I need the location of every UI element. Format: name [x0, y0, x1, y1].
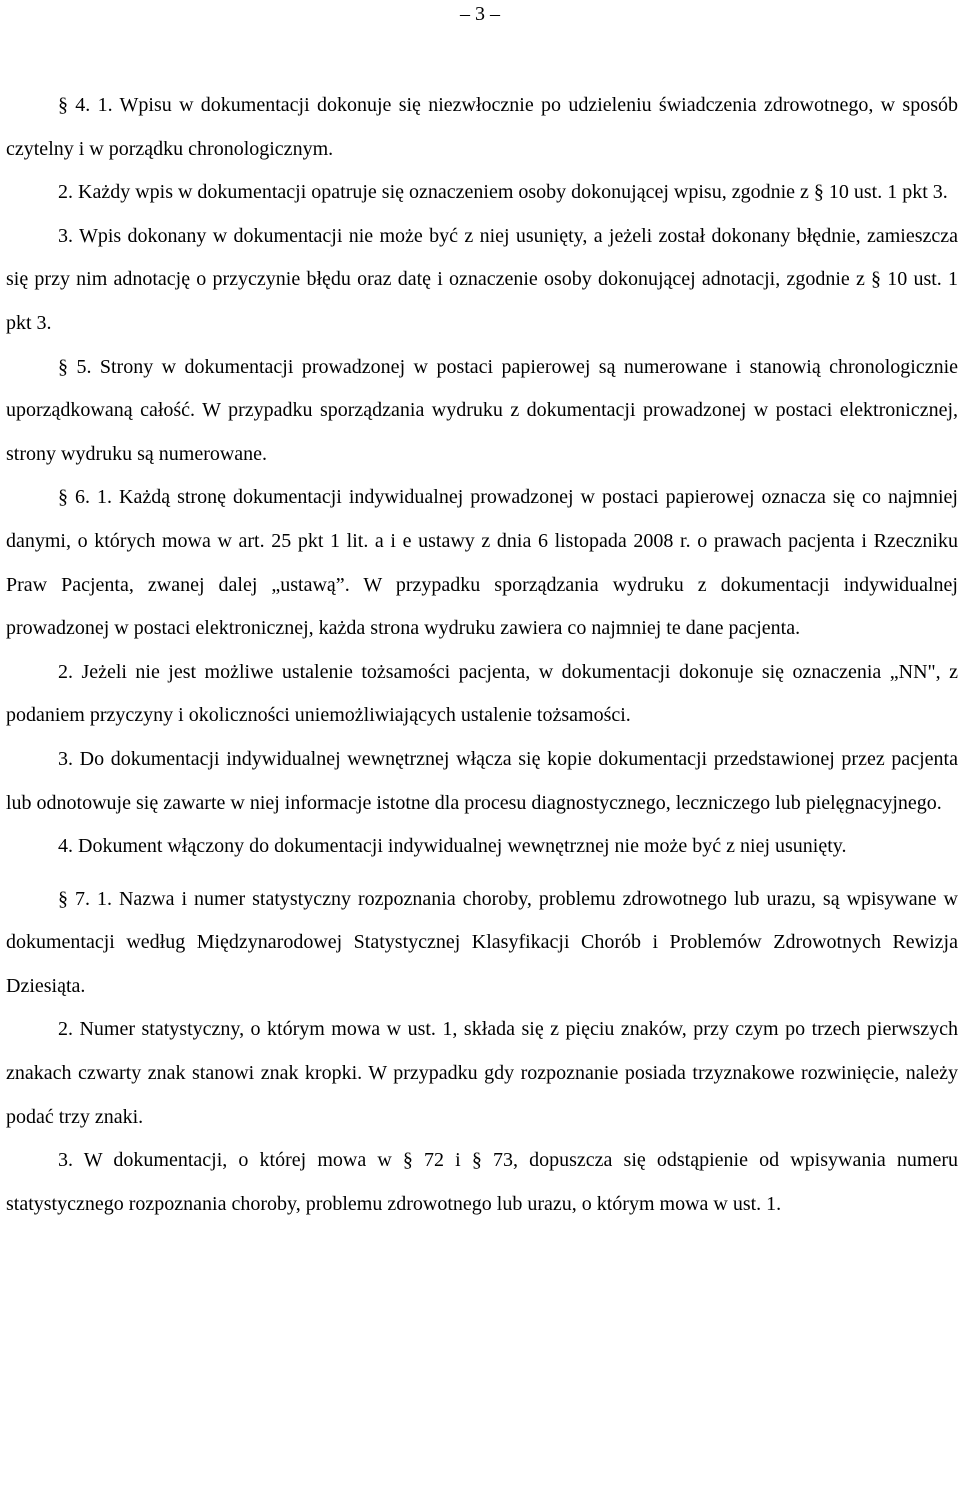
page-number: – 3 –: [460, 3, 500, 25]
paragraph-s5: § 5. Strony w dokumentacji prowadzonej w postaci papierowej są numerowane i stanowią chronologicznie uporządkowaną całość. W przypadku sporządzania wydruku z dokumentacji prowadzonej w postaci elektronicznej, strony wydruku są numerowane.: [6, 355, 958, 465]
document-body: [6, 84, 958, 1226]
paragraph-s4-2: 2. Każdy wpis w dokumentacji opatruje się oznaczeniem osoby dokonującej wpisu, zgodnie z § 10 ust. 1 pkt 3.: [58, 181, 948, 204]
paragraph-s6-4: 4. Dokument włączony do dokumentacji indywidualnej wewnętrznej nie może być z niej usunięty.: [58, 835, 847, 858]
paragraph-s7-3: 3. W dokumentacji, o której mowa w § 72 i § 73, dopuszcza się odstąpienie od wpisywania numeru statystycznego rozpoznania choroby, problemu zdrowotnego lub urazu, o którym mowa w ust. 1.: [6, 1149, 958, 1215]
section-gap: [6, 869, 958, 878]
paragraph-s6-1: § 6. 1. Każdą stronę dokumentacji indywidualnej prowadzonej w postaci papierowej oznacza się co najmniej danymi, o których mowa w art. 25 pkt 1 lit. a i e ustawy z dnia 6 listopada 2008 r. o prawach pacjenta i Rzeczniku Praw Pacjenta, zwanej dalej „ustawą”. W przypadku sporządzania wydruku z dokumentacji indywidualnej prowadzonej w postaci elektronicznej, każda strona wydruku zawiera co najmniej te dane pacjenta.: [6, 486, 958, 640]
paragraph-s7-1: § 7. 1. Nazwa i numer statystyczny rozpoznania choroby, problemu zdrowotnego lub urazu, są wpisywane w dokumentacji według Międzynarodowej Statystycznej Klasyfikacji Chorób i Problemów Zdrowotnych Rewizja Dziesiąta.: [6, 887, 958, 997]
paragraph-s4-3: 3. Wpis dokonany w dokumentacji nie może być z niej usunięty, a jeżeli został dokonany błędnie, zamieszcza się przy nim adnotację o przyczynie błędu oraz datę i oznaczenie osoby dokonującej adnotacji, zgodnie z § 10 ust. 1 pkt 3.: [6, 224, 958, 334]
paragraph-s6-2: 2. Jeżeli nie jest możliwe ustalenie tożsamości pacjenta, w dokumentacji dokonuje się oznaczenia „NN", z podaniem przyczyny i okoliczności uniemożliwiających ustalenie tożsamości.: [6, 660, 958, 727]
paragraph-s7-2: 2. Numer statystyczny, o którym mowa w ust. 1, składa się z pięciu znaków, przy czym po trzech pierwszych znakach czwarty znak stanowi znak kropki. W przypadku gdy rozpoznanie posiada trzyznakowe rozwinięcie, należy podać trzy znaki.: [6, 1018, 958, 1128]
paragraph-s6-3: 3. Do dokumentacji indywidualnej wewnętrznej włącza się kopie dokumentacji przedstawionej przez pacjenta lub odnotowuje się zawarte w niej informacje istotne dla procesu diagnostycznego, leczniczego lub pielęgnacyjnego.: [6, 747, 958, 814]
paragraph-s4-1: § 4. 1. Wpisu w dokumentacji dokonuje się niezwłocznie po udzieleniu świadczenia zdrowotnego, w sposób czytelny i w porządku chronologicznym.: [6, 94, 958, 160]
